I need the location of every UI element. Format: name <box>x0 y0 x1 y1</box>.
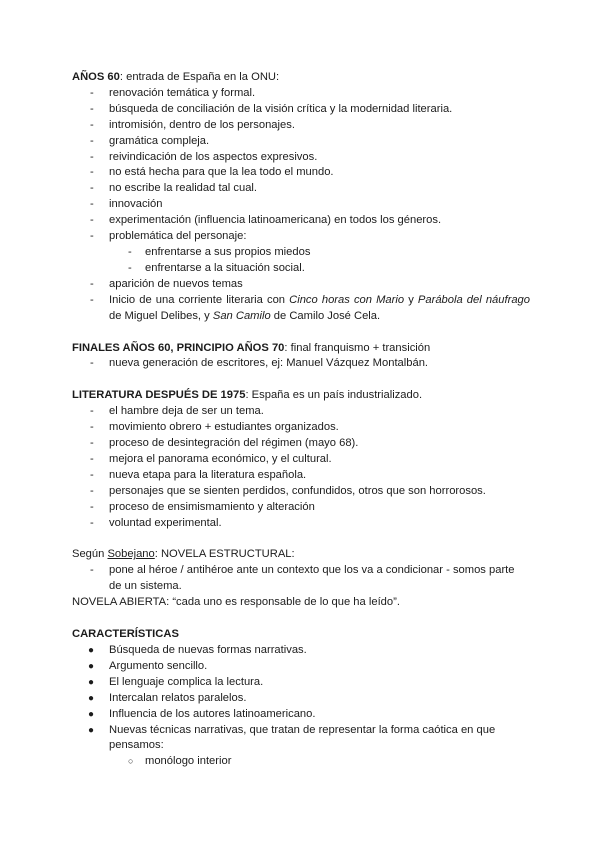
dash-marker: - <box>90 198 94 211</box>
list-item: - proceso de ensimismamiento y alteración <box>72 500 530 516</box>
list-item: - proceso de desintegración del régimen (mayo 68). <box>72 436 530 452</box>
section-heading-caracteristicas: CARACTERÍSTICAS <box>72 628 179 641</box>
spacer <box>72 531 530 547</box>
list-item: - el hambre deja de ser un tema. <box>72 404 530 420</box>
list-item: - búsqueda de conciliación de la visión crítica y la modernidad literaria. <box>72 102 530 118</box>
dash-marker: - <box>90 405 94 418</box>
list-item: - pone al héroe / antihéroe ante un contexto que los va a condicionar - somos parte de un sistema. <box>90 564 515 593</box>
section-list-caracteristicas <box>72 643 530 770</box>
dash-marker: - <box>128 245 132 258</box>
list-item: - experimentación (influencia latinoamericana) en todos los géneros. <box>72 213 530 229</box>
dash-marker: - <box>90 214 94 227</box>
bullet-marker: ● <box>88 692 95 704</box>
bullet-marker: ● <box>88 660 95 672</box>
list-item-works: - Inicio de una corriente literaria con Cinco horas con Mario y Parábola del náufrago de Miguel Delibes, y San Camilo de Camilo José Cela. <box>90 293 531 322</box>
bullet-marker: ● <box>88 645 95 656</box>
list-item: - gramática compleja. <box>72 134 530 150</box>
list-item: - nueva generación de escritores, ej: Manuel Vázquez Montalbán. <box>72 356 530 372</box>
list-item: - voluntad experimental. <box>72 516 530 532</box>
section-list-despues-1975 <box>72 404 530 531</box>
bullet-marker: ● <box>88 724 95 736</box>
list-item: ● Nuevas técnicas narrativas, que tratan de representar la forma caótica en que pensamos: <box>88 723 496 752</box>
bullet-marker: ● <box>88 708 95 720</box>
list-item: ● Argumento sencillo. <box>72 659 530 675</box>
dash-marker: - <box>128 261 132 274</box>
dash-marker: - <box>90 230 94 243</box>
sub-list-item: - enfrentarse a sus propios miedos <box>72 245 530 261</box>
dash-marker: - <box>90 421 94 434</box>
dash-marker: - <box>90 484 94 497</box>
list-item: - no está hecha para que la lea todo el mundo. <box>72 165 530 181</box>
section-list-finales-60 <box>72 356 530 372</box>
section-heading-despues-1975: LITERATURA DESPUÉS DE 1975: España es un país industrializado. <box>72 389 423 402</box>
list-item: - renovación temática y formal. <box>72 86 530 102</box>
dash-marker: - <box>90 516 94 529</box>
list-item: - intromisión, dentro de los personajes. <box>72 118 530 134</box>
sub-list-item: ○ monólogo interior <box>72 754 530 770</box>
list-item: - movimiento obrero + estudiantes organizados. <box>72 420 530 436</box>
list-item: ● Influencia de los autores latinoamericano. <box>72 707 530 723</box>
list-item: ● Intercalan relatos paralelos. <box>72 691 530 707</box>
dash-marker: - <box>90 468 94 481</box>
novela-abierta-line: NOVELA ABIERTA: “cada uno es responsable de lo que ha leído”. <box>72 596 400 609</box>
dash-marker: - <box>90 357 94 370</box>
list-item: - problemática del personaje: <box>72 229 530 245</box>
list-item: - personajes que se sienten perdidos, confundidos, otros que son horrorosos. <box>72 484 530 500</box>
list-item: - innovación <box>72 197 530 213</box>
sub-list-item: - enfrentarse a la situación social. <box>72 261 530 277</box>
sobejano-line: Según Sobejano: NOVELA ESTRUCTURAL: <box>72 548 295 561</box>
dash-marker: - <box>90 86 94 99</box>
section-list-anos-60 <box>72 86 530 325</box>
book-title: Cinco horas con Mario <box>289 293 405 306</box>
list-item: - mejora el panorama económico, y el cultural. <box>72 452 530 468</box>
dash-marker: - <box>90 293 94 306</box>
dash-marker: - <box>90 118 94 131</box>
list-item: - nueva etapa para la literatura española. <box>72 468 530 484</box>
spacer <box>72 372 530 388</box>
book-title: San Camilo <box>212 309 271 322</box>
document-body <box>72 70 530 770</box>
dash-marker: - <box>90 437 94 450</box>
section-heading-finales-60: FINALES AÑOS 60, PRINCIPIO AÑOS 70: final franquismo + transición <box>72 341 431 354</box>
dash-marker: - <box>90 102 94 115</box>
circle-marker: ○ <box>128 756 134 767</box>
dash-marker: - <box>90 150 94 163</box>
dash-marker: - <box>90 166 94 179</box>
bullet-marker: ● <box>88 676 95 688</box>
list-item: ● El lenguaje complica la lectura. <box>72 675 530 691</box>
dash-marker: - <box>90 564 94 577</box>
dash-marker: - <box>90 134 94 147</box>
author-name: Sobejano <box>107 548 155 561</box>
list-item: - no escribe la realidad tal cual. <box>72 181 530 197</box>
list-item: - aparición de nuevos temas <box>72 277 530 293</box>
spacer <box>72 611 530 627</box>
dash-marker: - <box>90 452 94 465</box>
list-item: ● Búsqueda de nuevas formas narrativas. <box>72 643 530 659</box>
book-title: Parábola del náufrago <box>417 293 531 306</box>
list-item: - reivindicación de los aspectos expresivos. <box>72 150 530 166</box>
spacer <box>72 325 530 341</box>
dash-marker: - <box>90 182 94 195</box>
dash-marker: - <box>90 277 94 290</box>
dash-marker: - <box>90 500 94 513</box>
section-heading-anos-60: AÑOS 60: entrada de España en la ONU: <box>72 71 280 83</box>
